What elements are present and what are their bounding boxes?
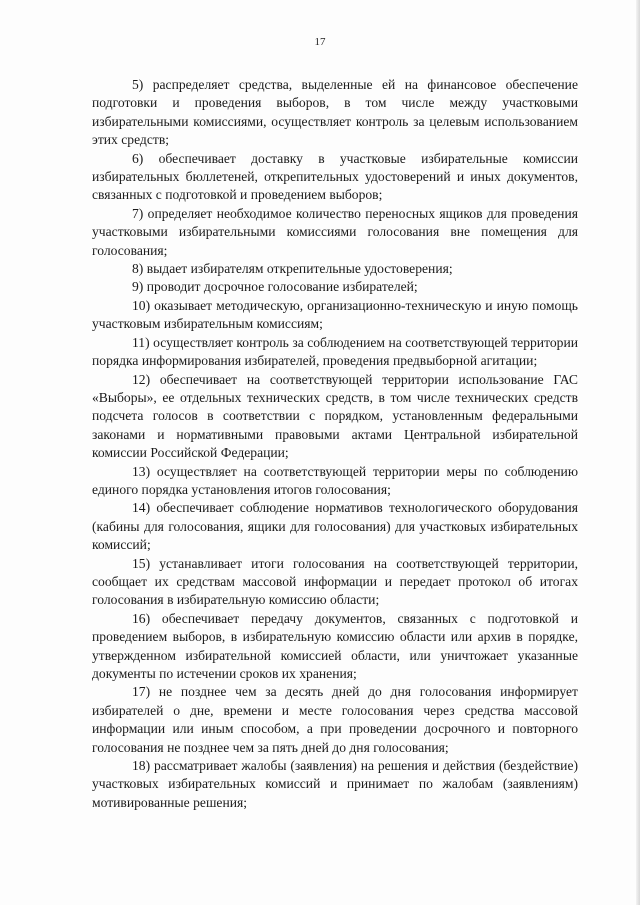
paragraph-item-9: 9) проводит досрочное голосование избирателей;: [132, 279, 418, 295]
paragraph-item-10: 10) оказывает методическую, организационно-техническую и иную помощь участковым избирательным комиссиям;: [92, 297, 578, 332]
paragraph-item-6: 6) обеспечивает доставку в участковые избирательные комиссии избирательных бюллетеней, открепительных удостоверений и иных документов, связанных с подготовкой и проведением выборов;: [92, 150, 578, 203]
paragraph-item-7: 7) определяет необходимое количество переносных ящиков для проведения участковыми избирательными комиссиями голосования вне помещения для голосования;: [92, 205, 578, 258]
scan-edge-shadow: [636, 0, 640, 905]
paragraph-item-11: 11) осуществляет контроль за соблюдением на соответствующей территории порядка информирования избирателей, проведения предвыборной агитации;: [92, 334, 578, 369]
paragraph-item-16: 16) обеспечивает передачу документов, связанных с подготовкой и проведением выборов, в избирательную комиссию области или архив в порядке, утвержденном избирательной комиссией области, или уничтожает указанные документы по истечении сроков их хранения;: [92, 610, 578, 681]
paragraph-item-5: 5) распределяет средства, выделенные ей на финансовое обеспечение подготовки и проведения выборов, в том числе между участковыми избирательными комиссиями, осуществляет контроль за целевым использованием этих средств;: [92, 77, 578, 148]
paragraph-item-13: 13) осуществляет на соответствующей территории меры по соблюдению единого порядка установления итогов голосования;: [92, 463, 578, 497]
page-number: 17: [314, 36, 326, 48]
paragraph-item-8: 8) выдает избирателям открепительные удостоверения;: [132, 261, 453, 277]
paragraph-item-18: 18) рассматривает жалобы (заявления) на решения и действия (бездействие) участковых избирательных комиссий и принимает по жалобам (заявлениям) мотивированные решения;: [92, 758, 578, 810]
paragraph-item-17: 17) не позднее чем за десять дней до дня голосования информирует избирателей о дне, времени и месте голосования через средства массовой информации или иным способом, а при проведении досрочного и повторного голосования не позднее чем за пять дней до дня голосования;: [92, 684, 578, 755]
paragraph-item-14: 14) обеспечивает соблюдение нормативов технологического оборудования (кабины для голосования, ящики для голосования) для участковых избирательных комиссий;: [92, 500, 578, 553]
paragraph-item-15: 15) устанавливает итоги голосования на соответствующей территории, сообщает их средствам массовой информации и передает протокол об итогах голосования в избирательную комиссию области;: [92, 555, 578, 608]
paragraph-item-12: 12) обеспечивает на соответствующей территории использование ГАС «Выборы», ее отдельных технических средств, в том числе технических средств подсчета голосов в соответствии с порядком, установленным федеральными законами и нормативными правовыми актами Центральной избирательной комиссии Российской Федерации;: [92, 371, 578, 461]
document-body: [92, 76, 578, 812]
